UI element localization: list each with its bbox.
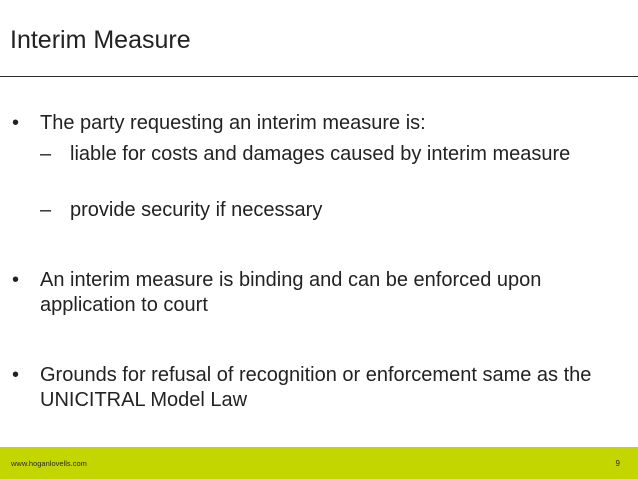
bullet-text: The party requesting an interim measure is: bbox=[40, 112, 426, 134]
sub-item-1 bbox=[40, 142, 600, 167]
sub-item-2 bbox=[40, 198, 600, 223]
page-number: 9 bbox=[615, 459, 620, 468]
bullet-text: Grounds for refusal of recognition or enforcement same as the UNICITRAL Model Law bbox=[40, 364, 592, 411]
title-divider bbox=[0, 76, 638, 77]
sub-item-text: liable for costs and damages caused by interim measure bbox=[70, 143, 571, 165]
bullet-item-2 bbox=[12, 268, 622, 317]
sub-item-symbol: – bbox=[40, 143, 52, 165]
footer-bar bbox=[0, 447, 638, 479]
bullet-item-1 bbox=[12, 111, 622, 136]
bullet-text: An interim measure is binding and can be enforced upon application to court bbox=[40, 269, 542, 316]
footer-url: www.hoganlovells.com bbox=[11, 459, 87, 468]
sub-item-text: provide security if necessary bbox=[70, 199, 323, 221]
sub-item-symbol: – bbox=[40, 199, 52, 221]
bullet-symbol: • bbox=[12, 269, 20, 291]
bullet-item-3 bbox=[12, 363, 622, 412]
slide-title: Interim Measure bbox=[10, 26, 191, 54]
bullet-symbol: • bbox=[12, 112, 20, 134]
bullet-symbol: • bbox=[12, 364, 20, 386]
